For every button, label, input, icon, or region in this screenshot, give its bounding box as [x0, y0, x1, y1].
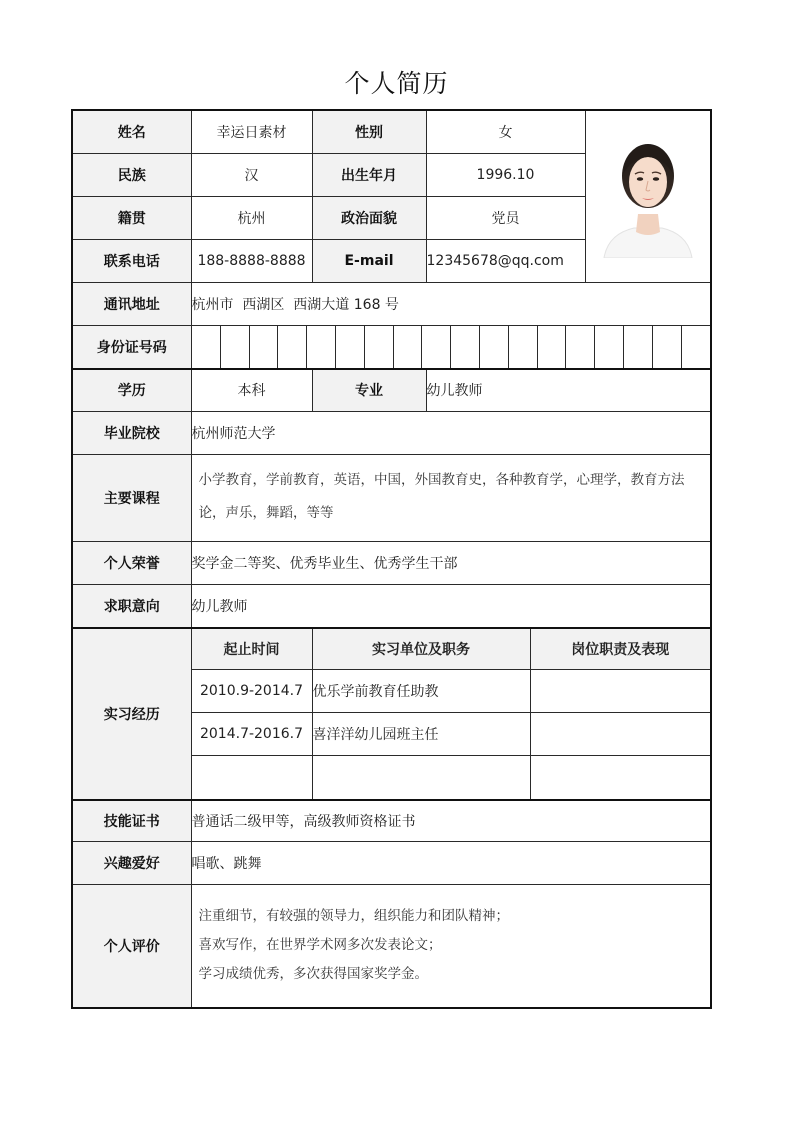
id-digit-box	[508, 326, 537, 368]
id-digit-box	[335, 326, 364, 368]
ethnicity-label: 民族	[72, 153, 191, 196]
internship-row-1-unit: 优乐学前教育任助教	[312, 670, 530, 713]
address-label: 通讯地址	[72, 282, 191, 325]
internship-header-period: 起止时间	[191, 628, 312, 670]
evaluation-text	[192, 894, 711, 997]
evaluation-line: 注重细节，有较强的领导力，组织能力和团队精神；	[198, 908, 509, 925]
internship-header-duty: 岗位职责及表现	[530, 628, 711, 670]
internship-row-1-period: 2010.9-2014.7	[191, 670, 312, 713]
internship-row-2-duty	[530, 713, 711, 756]
internship-row-3-unit	[312, 756, 530, 800]
ethnicity-value: 汉	[191, 153, 312, 196]
id-digit-box	[652, 326, 681, 368]
intention-value: 幼儿教师	[191, 585, 711, 628]
gender-value: 女	[426, 110, 585, 153]
internship-row-2-unit: 喜洋洋幼儿园班主任	[312, 713, 530, 756]
school-label: 毕业院校	[72, 412, 191, 455]
id-digit-box	[393, 326, 422, 368]
id-digit-box	[537, 326, 566, 368]
id-digit-box	[422, 326, 451, 368]
id-digit-box	[192, 326, 221, 368]
degree-value: 本科	[191, 369, 312, 412]
hobbies-label: 兴趣爱好	[72, 842, 191, 885]
evaluation-cell	[191, 885, 711, 1008]
internship-row-2-period: 2014.7-2016.7	[191, 713, 312, 756]
portrait-photo	[598, 130, 698, 258]
skills-value: 普通话二级甲等，高级教师资格证书	[191, 800, 711, 842]
major-value: 幼儿教师	[426, 369, 711, 412]
origin-label: 籍贯	[72, 196, 191, 239]
gender-label: 性别	[312, 110, 426, 153]
internship-row-1-duty	[530, 670, 711, 713]
id-digit-box	[623, 326, 652, 368]
resume-table	[71, 109, 712, 1009]
id-number-boxes	[191, 325, 711, 369]
school-value: 杭州师范大学	[191, 412, 711, 455]
courses-value: 小学教育，学前教育，英语，中国，外国教育史，各种教育学，心理学，教育方法论，声乐，舞蹈，等等	[198, 472, 685, 521]
id-digit-box	[220, 326, 249, 368]
id-digit-box	[307, 326, 336, 368]
internship-label: 实习经历	[72, 628, 191, 800]
politics-label: 政治面貌	[312, 196, 426, 239]
id-digit-box	[278, 326, 307, 368]
internship-row-3-duty	[530, 756, 711, 800]
phone-value: 188-8888-8888	[191, 239, 312, 282]
id-digit-box	[595, 326, 624, 368]
id-digit-box	[566, 326, 595, 368]
evaluation-line: 喜欢写作，在世界学术网多次发表论文；	[198, 937, 442, 954]
birth-value: 1996.10	[426, 153, 585, 196]
id-digit-box	[681, 326, 710, 368]
intention-label: 求职意向	[72, 585, 191, 628]
name-value: 幸运日素材	[191, 110, 312, 153]
phone-label: 联系电话	[72, 239, 191, 282]
id-label: 身份证号码	[72, 325, 191, 369]
page-title: 个人简历	[344, 69, 449, 98]
id-digit-box	[364, 326, 393, 368]
internship-header-unit: 实习单位及职务	[312, 628, 530, 670]
politics-value: 党员	[426, 196, 585, 239]
origin-value: 杭州	[191, 196, 312, 239]
birth-label: 出生年月	[312, 153, 426, 196]
courses-cell	[191, 455, 711, 542]
id-digit-box	[479, 326, 508, 368]
photo-cell	[585, 110, 711, 282]
email-label: E-mail	[312, 239, 426, 282]
evaluation-label: 个人评价	[72, 885, 191, 1008]
id-digit-box	[249, 326, 278, 368]
skills-label: 技能证书	[72, 800, 191, 842]
evaluation-line: 学习成绩优秀，多次获得国家奖学金。	[198, 966, 428, 983]
name-label: 姓名	[72, 110, 191, 153]
address-value: 杭州市 西湖区 西湖大道 168 号	[191, 282, 711, 325]
honors-value: 奖学金二等奖、优秀毕业生、优秀学生干部	[191, 542, 711, 585]
id-digit-box	[451, 326, 480, 368]
courses-label: 主要课程	[72, 455, 191, 542]
degree-label: 学历	[72, 369, 191, 412]
internship-row-3-period	[191, 756, 312, 800]
honors-label: 个人荣誉	[72, 542, 191, 585]
email-value: 12345678@qq.com	[426, 239, 585, 282]
hobbies-value: 唱歌、跳舞	[191, 842, 711, 885]
major-label: 专业	[312, 369, 426, 412]
id-digit-grid	[192, 326, 711, 368]
